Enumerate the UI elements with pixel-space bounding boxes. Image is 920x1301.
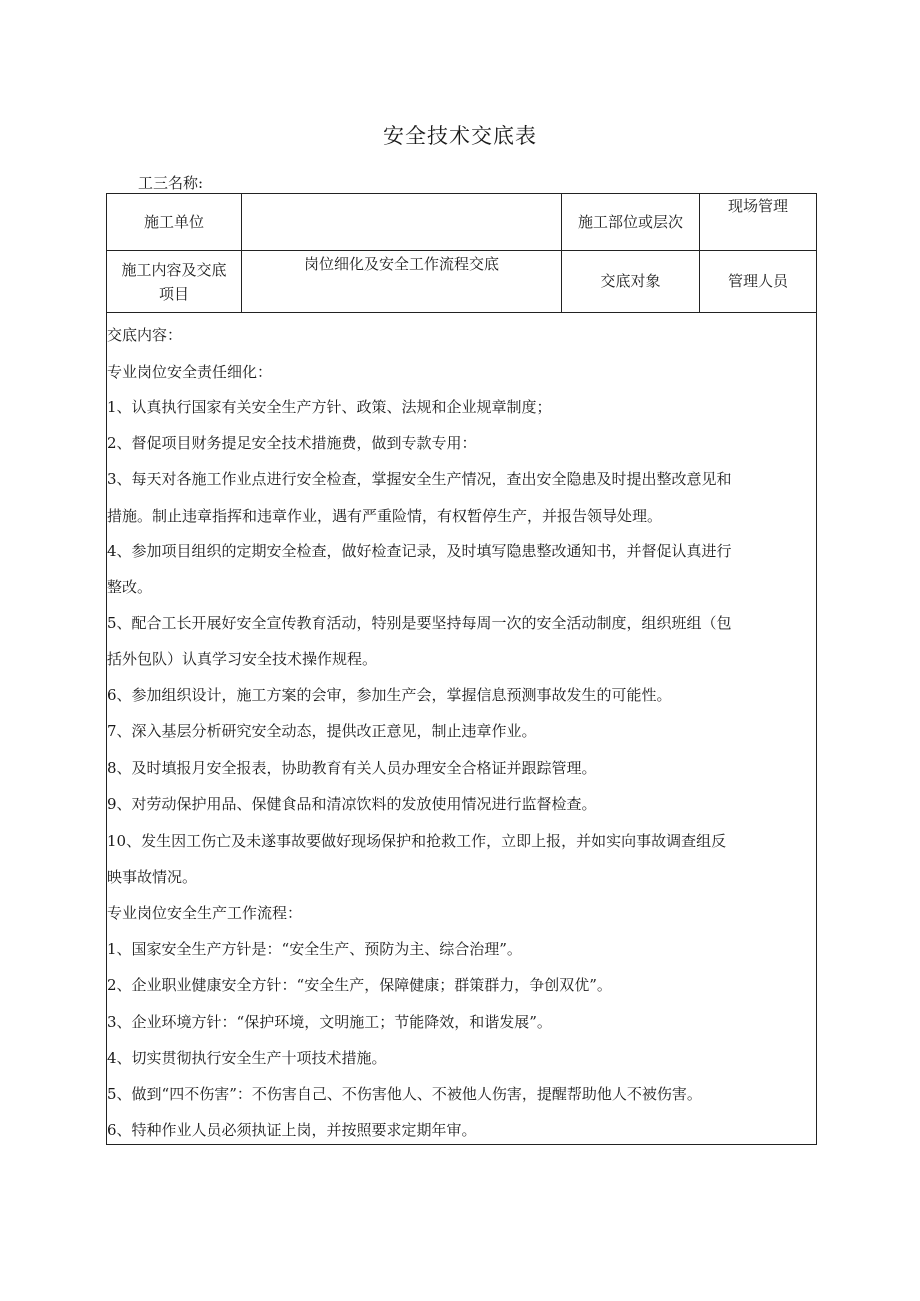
content-line: 括外包队）认真学习安全技术操作规程。 [107,650,378,668]
content-line: 8、及时填报月安全报表，协助教育有关人员办理安全合格证并跟踪管理。 [107,759,597,777]
content-line: 5、做到“四不伤害”：不伤害自己、不伤害他人、不被他人伤害，提醒帮助他人不被伤害。 [107,1085,702,1103]
content-item-label-line1: 施工内容及交底 [121,261,227,279]
construction-unit-label: 施工单位 [143,213,204,231]
content-line: 专业岗位安全责任细化： [107,363,273,381]
content-line: 3、每天对各施工作业点进行安全检查，掌握安全生产情况，查出安全隐患及时提出整改意见和 [107,470,732,488]
row-divider-1 [106,250,817,251]
content-item-label-line2: 项目 [158,285,189,303]
content-line: 措施。制止违章指挥和违章作业，遇有严重险情，有权暂停生产，并报告领导处理。 [107,507,663,525]
location-label: 施工部位或层次 [577,213,683,231]
target-value: 管理人员 [727,272,788,290]
content-line: 2、督促项目财务提足安全技术措施费，做到专款专用： [107,434,477,452]
content-line: 映事故情况。 [107,868,198,886]
content-line: 4、切实贯彻执行安全生产十项技术措施。 [107,1049,387,1067]
row-divider-2 [106,312,817,313]
content-item-value: 岗位细化及安全工作流程交底 [303,255,499,273]
content-line: 3、企业环境方针：“保护环境，文明施工；节能降效，和谐发展”。 [107,1013,552,1031]
project-name-label: 工三名称: [138,174,204,192]
content-line: 专业岗位安全生产工作流程： [107,904,303,922]
content-line: 9、对劳动保护用品、保健食品和清凉饮料的发放使用情况进行监督检查。 [107,795,597,813]
location-value: 现场管理 [727,197,788,215]
content-line: 1、认真执行国家有关安全生产方针、政策、法规和企业规章制度； [107,398,552,416]
content-line: 6、特种作业人员必须执证上岗，并按照要求定期年审。 [107,1121,477,1139]
content-line: 10、发生因工伤亡及未遂事故要做好现场保护和抢救工作，立即上报，并如实向事故调查组反 [107,832,727,850]
target-label: 交底对象 [600,272,661,290]
content-line: 6、参加组织设计，施工方案的会审，参加生产会，掌握信息预测事故发生的可能性。 [107,686,672,704]
content-line: 1、国家安全生产方针是：“安全生产、预防为主、综合治理”。 [107,940,522,958]
content-line: 5、配合工长开展好安全宣传教育活动，特别是要坚持每周一次的安全活动制度，组织班组（包 [107,614,732,632]
content-line: 7、深入基层分析研究安全动态，提供改正意见，制止违章作业。 [107,722,537,740]
content-line: 交底内容： [107,326,183,344]
document-title: 安全技术交底表 [383,124,537,148]
content-line: 2、企业职业健康安全方针：“安全生产，保障健康；群策群力，争创双优”。 [107,976,612,994]
content-line: 4、参加项目组织的定期安全检查，做好检查记录，及时填写隐患整改通知书，并督促认真进行 [107,542,732,560]
content-line: 整改。 [107,578,153,596]
